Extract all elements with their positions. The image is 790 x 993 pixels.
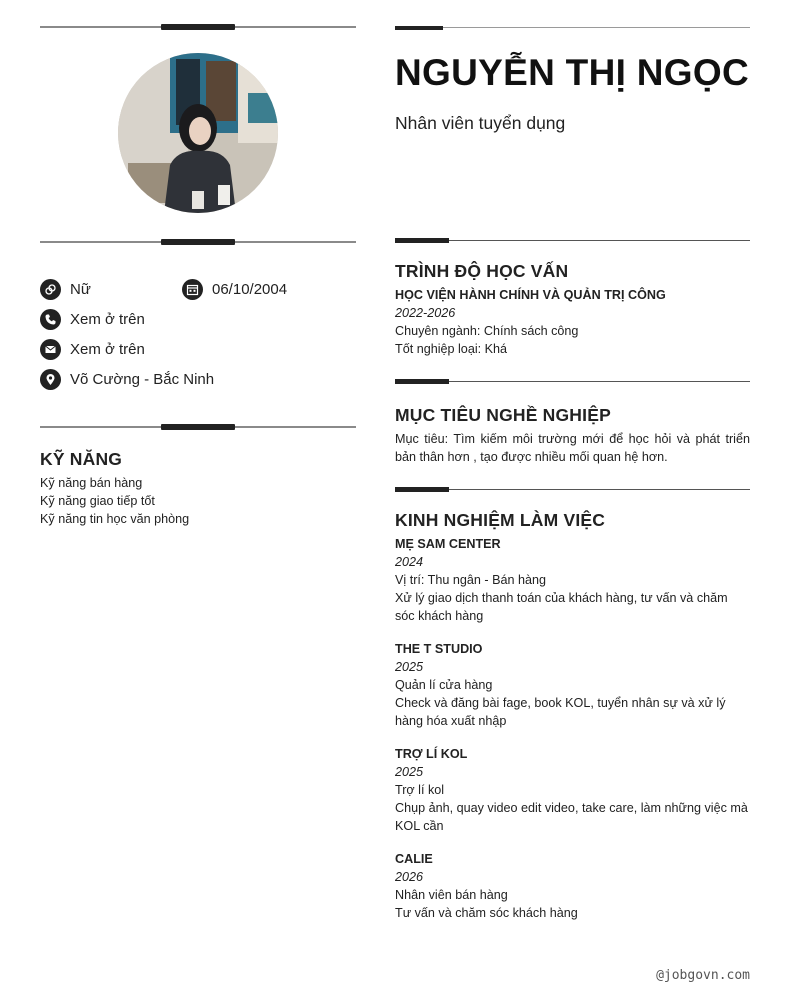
avatar bbox=[118, 53, 278, 213]
phone-value: Xem ở trên bbox=[70, 311, 145, 328]
experience-company: TRỢ LÍ KOL bbox=[395, 747, 468, 761]
experience-company: MẸ SAM CENTER bbox=[395, 537, 501, 551]
experience-company: THE T STUDIO bbox=[395, 642, 483, 656]
email-value: Xem ở trên bbox=[70, 341, 145, 358]
address-value: Võ Cường - Bắc Ninh bbox=[70, 371, 215, 388]
experience-desc: Xử lý giao dịch thanh toán của khách hàng, tư vấn và chăm sóc khách hàng bbox=[395, 591, 728, 623]
envelope-icon bbox=[40, 339, 61, 360]
education-period: 2022-2026 bbox=[395, 306, 456, 320]
experience-role: Vị trí: Thu ngân - Bán hàng bbox=[395, 573, 546, 587]
contact-gender bbox=[40, 279, 91, 300]
left-top-divider bbox=[40, 26, 356, 28]
objective-divider bbox=[395, 381, 750, 382]
experience-year: 2025 bbox=[395, 765, 424, 779]
experience-role: Quản lí cửa hàng bbox=[395, 678, 493, 692]
candidate-job-title: Nhân viên tuyển dụng bbox=[395, 113, 566, 133]
experience-desc: Check và đăng bài fage, book KOL, tuyển nhân sự và xử lý hàng hóa xuất nhập bbox=[395, 696, 726, 728]
left-contact-divider bbox=[40, 241, 356, 243]
location-pin-icon bbox=[40, 369, 61, 390]
education-school: HỌC VIỆN HÀNH CHÍNH VÀ QUẢN TRỊ CÔNG bbox=[395, 288, 666, 302]
skill-item: Kỹ năng bán hàng bbox=[40, 476, 143, 490]
candidate-name: NGUYỄN THỊ NGỌC bbox=[395, 52, 749, 93]
objective-text: Mục tiêu: Tìm kiếm môi trường mới để học hỏi và phát triển bản thân hơn , tạo được nhiều mối quan hệ hơn. bbox=[395, 432, 750, 464]
objective-title: MỤC TIÊU NGHỀ NGHIỆP bbox=[395, 405, 611, 425]
experience-desc: Tư vấn và chăm sóc khách hàng bbox=[395, 906, 578, 920]
contact-phone bbox=[40, 309, 145, 330]
education-title: TRÌNH ĐỘ HỌC VẤN bbox=[395, 261, 569, 281]
education-divider bbox=[395, 240, 750, 241]
experience-divider bbox=[395, 489, 750, 490]
experience-year: 2025 bbox=[395, 660, 424, 674]
skill-item: Kỹ năng giao tiếp tốt bbox=[40, 494, 155, 508]
right-top-divider bbox=[395, 27, 750, 28]
experience-title: KINH NGHIỆM LÀM VIỆC bbox=[395, 510, 606, 530]
contact-birthdate bbox=[182, 279, 287, 300]
contact-address bbox=[40, 369, 214, 390]
experience-year: 2026 bbox=[395, 870, 424, 884]
experience-desc: Chụp ảnh, quay video edit video, take care, làm những việc mà KOL cần bbox=[395, 801, 748, 833]
birthdate-value: 06/10/2004 bbox=[212, 281, 288, 298]
experience-company: CALIE bbox=[395, 852, 433, 866]
calendar-icon bbox=[182, 279, 203, 300]
contact-email bbox=[40, 339, 145, 360]
phone-icon bbox=[40, 309, 61, 330]
experience-role: Trợ lí kol bbox=[395, 783, 445, 797]
gender-value: Nữ bbox=[70, 281, 91, 298]
experience-role: Nhân viên bán hàng bbox=[395, 888, 508, 902]
education-grade: Tốt nghiệp loại: Khá bbox=[395, 342, 508, 356]
gender-icon bbox=[40, 279, 61, 300]
skill-item: Kỹ năng tin học văn phòng bbox=[40, 512, 190, 526]
skills-title: KỸ NĂNG bbox=[40, 449, 123, 469]
education-major: Chuyên ngành: Chính sách công bbox=[395, 324, 579, 338]
avatar-photo bbox=[118, 53, 278, 213]
experience-year: 2024 bbox=[395, 555, 424, 569]
footer-watermark[interactable]: @jobgovn.com bbox=[656, 968, 750, 983]
left-skills-divider bbox=[40, 426, 356, 428]
